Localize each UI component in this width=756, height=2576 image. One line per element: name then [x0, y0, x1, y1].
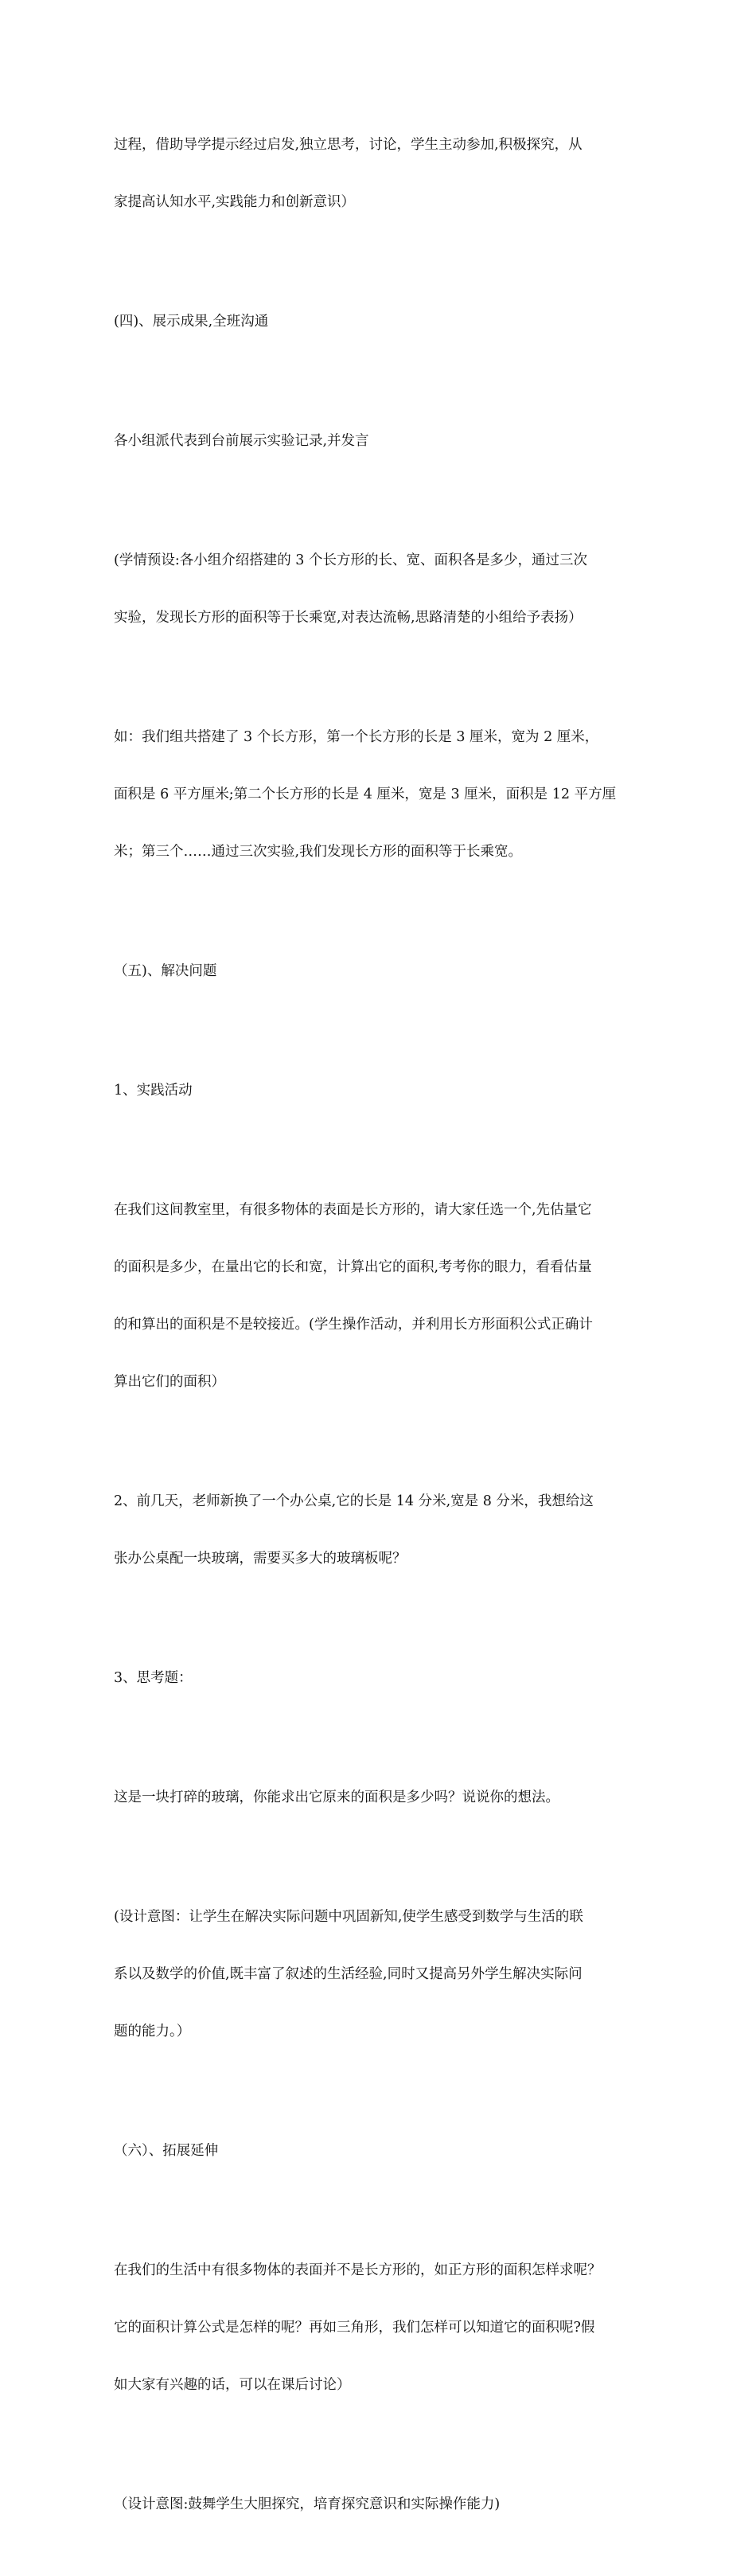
text-line: 米；第三个……通过三次实验,我们发现长方形的面积等于长乘宽。	[114, 844, 523, 860]
text-line: （设计意图:鼓舞学生大胆探究，培育探究意识和实际操作能力)	[114, 2496, 501, 2512]
paragraph	[114, 1454, 671, 1606]
section-heading	[114, 274, 671, 369]
text-line: 面积是 6 平方厘米;第二个长方形的长是 4 厘米，宽是 3 厘米，面积是 12 平方厘	[114, 786, 617, 802]
paragraph	[114, 1162, 671, 1430]
text-line: 1、实践活动	[114, 1083, 193, 1099]
text-line: （五)、解决问题	[114, 963, 217, 979]
text-line: 实验，发现长方形的面积等于长乘宽,对表达流畅,思路清楚的小组给予表扬）	[114, 610, 583, 626]
text-line: 张办公桌配一块玻璃，需要买多大的玻璃板呢？	[114, 1551, 407, 1567]
paragraph	[114, 689, 671, 900]
text-line: 过程，借助导学提示经过启发,独立思考，讨论，学生主动参加,积极探究，从	[114, 137, 583, 153]
text-line: 各小组派代表到台前展示实验记录,并发言	[114, 433, 369, 449]
text-line: 在我们的生活中有很多物体的表面并不是长方形的，如正方形的面积怎样求呢？	[114, 2262, 602, 2278]
paragraph	[114, 393, 671, 489]
text-line: (设计意图：让学生在解决实际问题中巩固新知,使学生感受到数学与生活的联	[114, 1909, 583, 1925]
text-line: (四)、展示成果,全班沟通	[114, 314, 269, 330]
paragraph	[114, 2223, 671, 2433]
paragraph	[114, 2457, 671, 2552]
section-heading	[114, 923, 671, 1019]
text-line: 它的面积计算公式是怎样的呢？再如三角形，我们怎样可以知道它的面积呢?假	[114, 2320, 595, 2336]
text-line: (学情预设:各小组介绍搭建的 3 个长方形的长、宽、面积各是多少，通过三次	[114, 552, 587, 568]
paragraph	[114, 97, 671, 250]
text-line: 的和算出的面积是不是较接近。(学生操作活动，并利用长方形面积公式正确计	[114, 1317, 593, 1333]
text-line: 2、前几天，老师新换了一个办公桌,它的长是 14 分米,宽是 8 分米，我想给这	[114, 1493, 594, 1509]
paragraph	[114, 513, 671, 665]
document-body	[114, 97, 671, 2576]
text-line: 3、思考题：	[114, 1670, 193, 1686]
subheading	[114, 1043, 671, 1138]
text-line: 如：我们组共搭建了 3 个长方形，第一个长方形的长是 3 厘米，宽为 2 厘米，	[114, 729, 599, 745]
text-line: 家提高认知水平,实践能力和创新意识）	[114, 194, 356, 210]
text-line: 算出它们的面积）	[114, 1374, 225, 1390]
text-line: 这是一块打碎的玻璃，你能求出它原来的面积是多少吗？说说你的想法。	[114, 1790, 559, 1805]
text-line: 系以及数学的价值,既丰富了叙述的生活经验,同时又提高另外学生解决实际问	[114, 1966, 583, 1982]
text-line: 如大家有兴趣的话，可以在课后讨论）	[114, 2377, 351, 2393]
text-line: （六）、拓展延伸	[114, 2143, 219, 2159]
text-line: 题的能力。）	[114, 2024, 191, 2039]
paragraph	[114, 1750, 671, 1845]
text-line: 在我们这间教室里，有很多物体的表面是长方形的，请大家任选一个,先估量它	[114, 1202, 592, 1218]
section-heading	[114, 2103, 671, 2199]
subheading	[114, 1630, 671, 1726]
text-line: 的面积是多少，在量出它的长和宽，计算出它的面积,考考你的眼力，看看估量	[114, 1259, 592, 1275]
paragraph	[114, 1869, 671, 2079]
